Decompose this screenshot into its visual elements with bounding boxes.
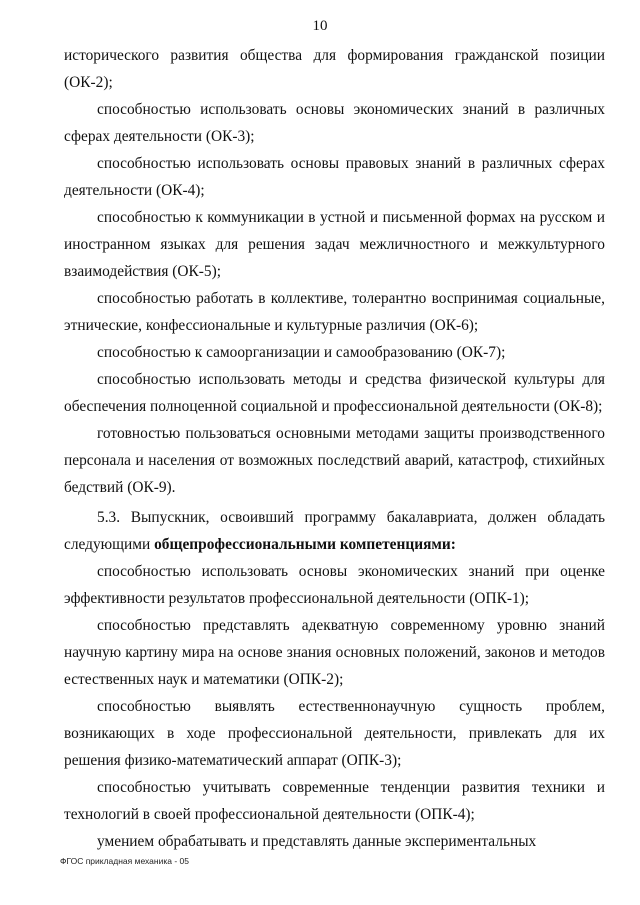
page-number: 10 [312, 18, 328, 34]
section-5-3-paragraph [64, 504, 605, 558]
paragraph-opk1: способностью использовать основы экономических знаний при оценке эффективности результатов профессиональной деятельности (ОПК-1); [64, 563, 605, 607]
page-footer: ФГОС прикладная механика - 05 [60, 856, 189, 866]
paragraph-ok2-continuation: исторического развития общества для формирования гражданской позиции (ОК-2); [64, 47, 605, 91]
paragraph-ok4: способностью использовать основы правовых знаний в различных сферах деятельности (ОК-4); [64, 155, 605, 199]
paragraph-opk4: способностью учитывать современные тенденции развития техники и технологий в своей профессиональной деятельности (ОПК-4); [64, 779, 605, 823]
paragraph-opk2: способностью представлять адекватную современному уровню знаний научную картину мира на основе знания основных положений, законов и методов естественных наук и математики (ОПК-2); [64, 617, 605, 688]
paragraph-ok3: способностью использовать основы экономических знаний в различных сферах деятельности (ОК-3); [64, 101, 605, 145]
paragraph-ok5: способностью к коммуникации в устной и письменной формах на русском и иностранном языках для решения задач межличностного и межкультурного взаимодействия (ОК-5); [64, 209, 605, 280]
document-body [64, 42, 605, 855]
paragraph-opk5-start: умением обрабатывать и представлять данные экспериментальных [97, 833, 537, 850]
paragraph-ok9: готовностью пользоваться основными методами защиты производственного персонала и населения от возможных последствий аварий, катастроф, стихийных бедствий (ОК-9). [64, 425, 605, 496]
section-5-3-intro: 5.3. Выпускник, освоивший программу бакалавриата, должен обладать следующими [64, 509, 605, 553]
section-5-3-bold-term: общепрофессиональными компетенциями: [154, 536, 456, 553]
paragraph-ok6: способностью работать в коллективе, толерантно воспринимая социальные, этнические, конфессиональные и культурные различия (ОК-6); [64, 290, 605, 334]
paragraph-ok8: способностью использовать методы и средства физической культуры для обеспечения полноценной социальной и профессиональной деятельности (ОК-8); [64, 371, 605, 415]
paragraph-ok7: способностью к самоорганизации и самообразованию (ОК-7); [97, 344, 506, 361]
paragraph-opk3: способностью выявлять естественнонаучную сущность проблем, возникающих в ходе профессиональной деятельности, привлекать для их решения физико-математический аппарат (ОПК-3); [64, 698, 605, 769]
